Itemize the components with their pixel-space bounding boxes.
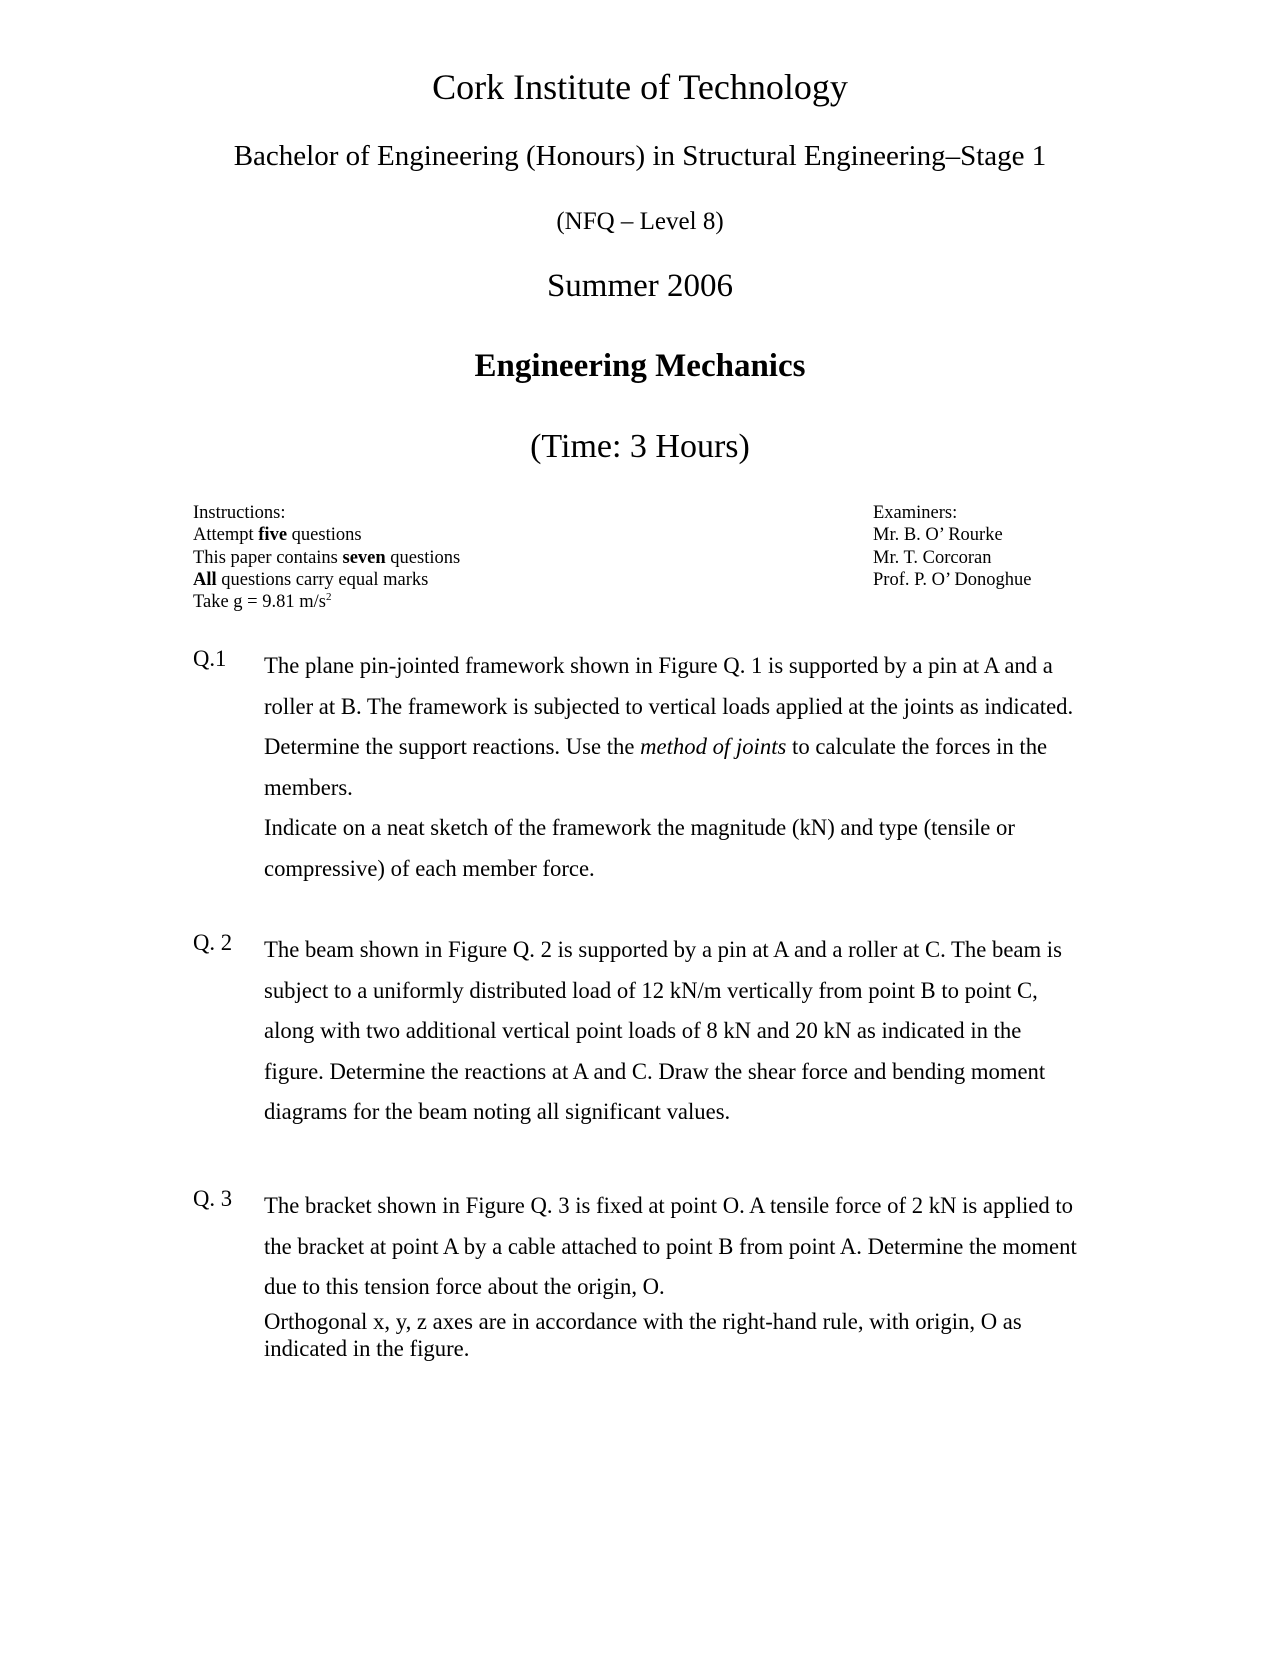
question-paragraph: Orthogonal x, y, z axes are in accordance with the right-hand rule, with origin, O as indicated in the figure. xyxy=(264,1308,1022,1361)
question-paragraph: The beam shown in Figure Q. 2 is supported by a pin at A and a roller at C. The beam is subject to a uniformly distributed load of 12 kN/m vertically from point B to point C, along with two additional vertical point loads of 8 kN and 20 kN as indicated in the figure. Determine the reactions at A and C. Draw the shear force and bending moment diagrams for the beam noting all significant values. xyxy=(264,937,1062,1124)
instruction-line: All questions carry equal marks xyxy=(193,569,429,590)
programme-title: Bachelor of Engineering (Honours) in Structural Engineering–Stage 1 xyxy=(233,140,1047,172)
question-number: Q. 2 xyxy=(193,930,233,955)
examiner-name: Mr. T. Corcoran xyxy=(873,547,992,568)
instruction-line: Take g = 9.81 $m/s^2$ xyxy=(193,591,332,613)
question-text xyxy=(264,930,1084,1133)
question-paragraph: Indicate on a neat sketch of the framework the magnitude (kN) and type (tensile or compressive) of each member force. xyxy=(264,815,1015,881)
nfq-level: (NFQ – Level 8) xyxy=(556,208,724,235)
instructions-heading: Instructions: xyxy=(193,503,286,523)
exam-session: Summer 2006 xyxy=(546,268,734,304)
question-number: Q. 3 xyxy=(193,1186,233,1211)
question-text xyxy=(264,646,1084,889)
instruction-line: This paper contains seven questions xyxy=(193,547,461,568)
question-paragraph: The bracket shown in Figure Q. 3 is fixed at point O. A tensile force of 2 kN is applied to the bracket at point A by a cable attached to point B from point A. Determine the moment due to this tension force about the origin, O. xyxy=(264,1193,1077,1299)
question-paragraph: The plane pin-jointed framework shown in Figure Q. 1 is supported by a pin at A and a roller at B. The framework is subjected to vertical loads applied at the joints as indicated. Determine the support reactions. Use the method of joints to calculate the forces in the members. xyxy=(264,653,1074,800)
examiners-heading: Examiners: xyxy=(873,503,958,523)
instruction-line: Attempt five questions xyxy=(193,525,362,546)
subject-title: Engineering Mechanics xyxy=(474,348,806,384)
institution-title: Cork Institute of Technology xyxy=(432,67,848,107)
instructions-block xyxy=(193,502,613,613)
examiner-name: Mr. B. O’ Rourke xyxy=(873,525,1003,546)
exam-duration: (Time: 3 Hours) xyxy=(530,428,750,465)
examiners-block xyxy=(873,502,1203,591)
question-number: Q.1 xyxy=(193,646,227,671)
examiner-name: Prof. P. O’ Donoghue xyxy=(873,569,1032,590)
question-text xyxy=(264,1186,1084,1362)
